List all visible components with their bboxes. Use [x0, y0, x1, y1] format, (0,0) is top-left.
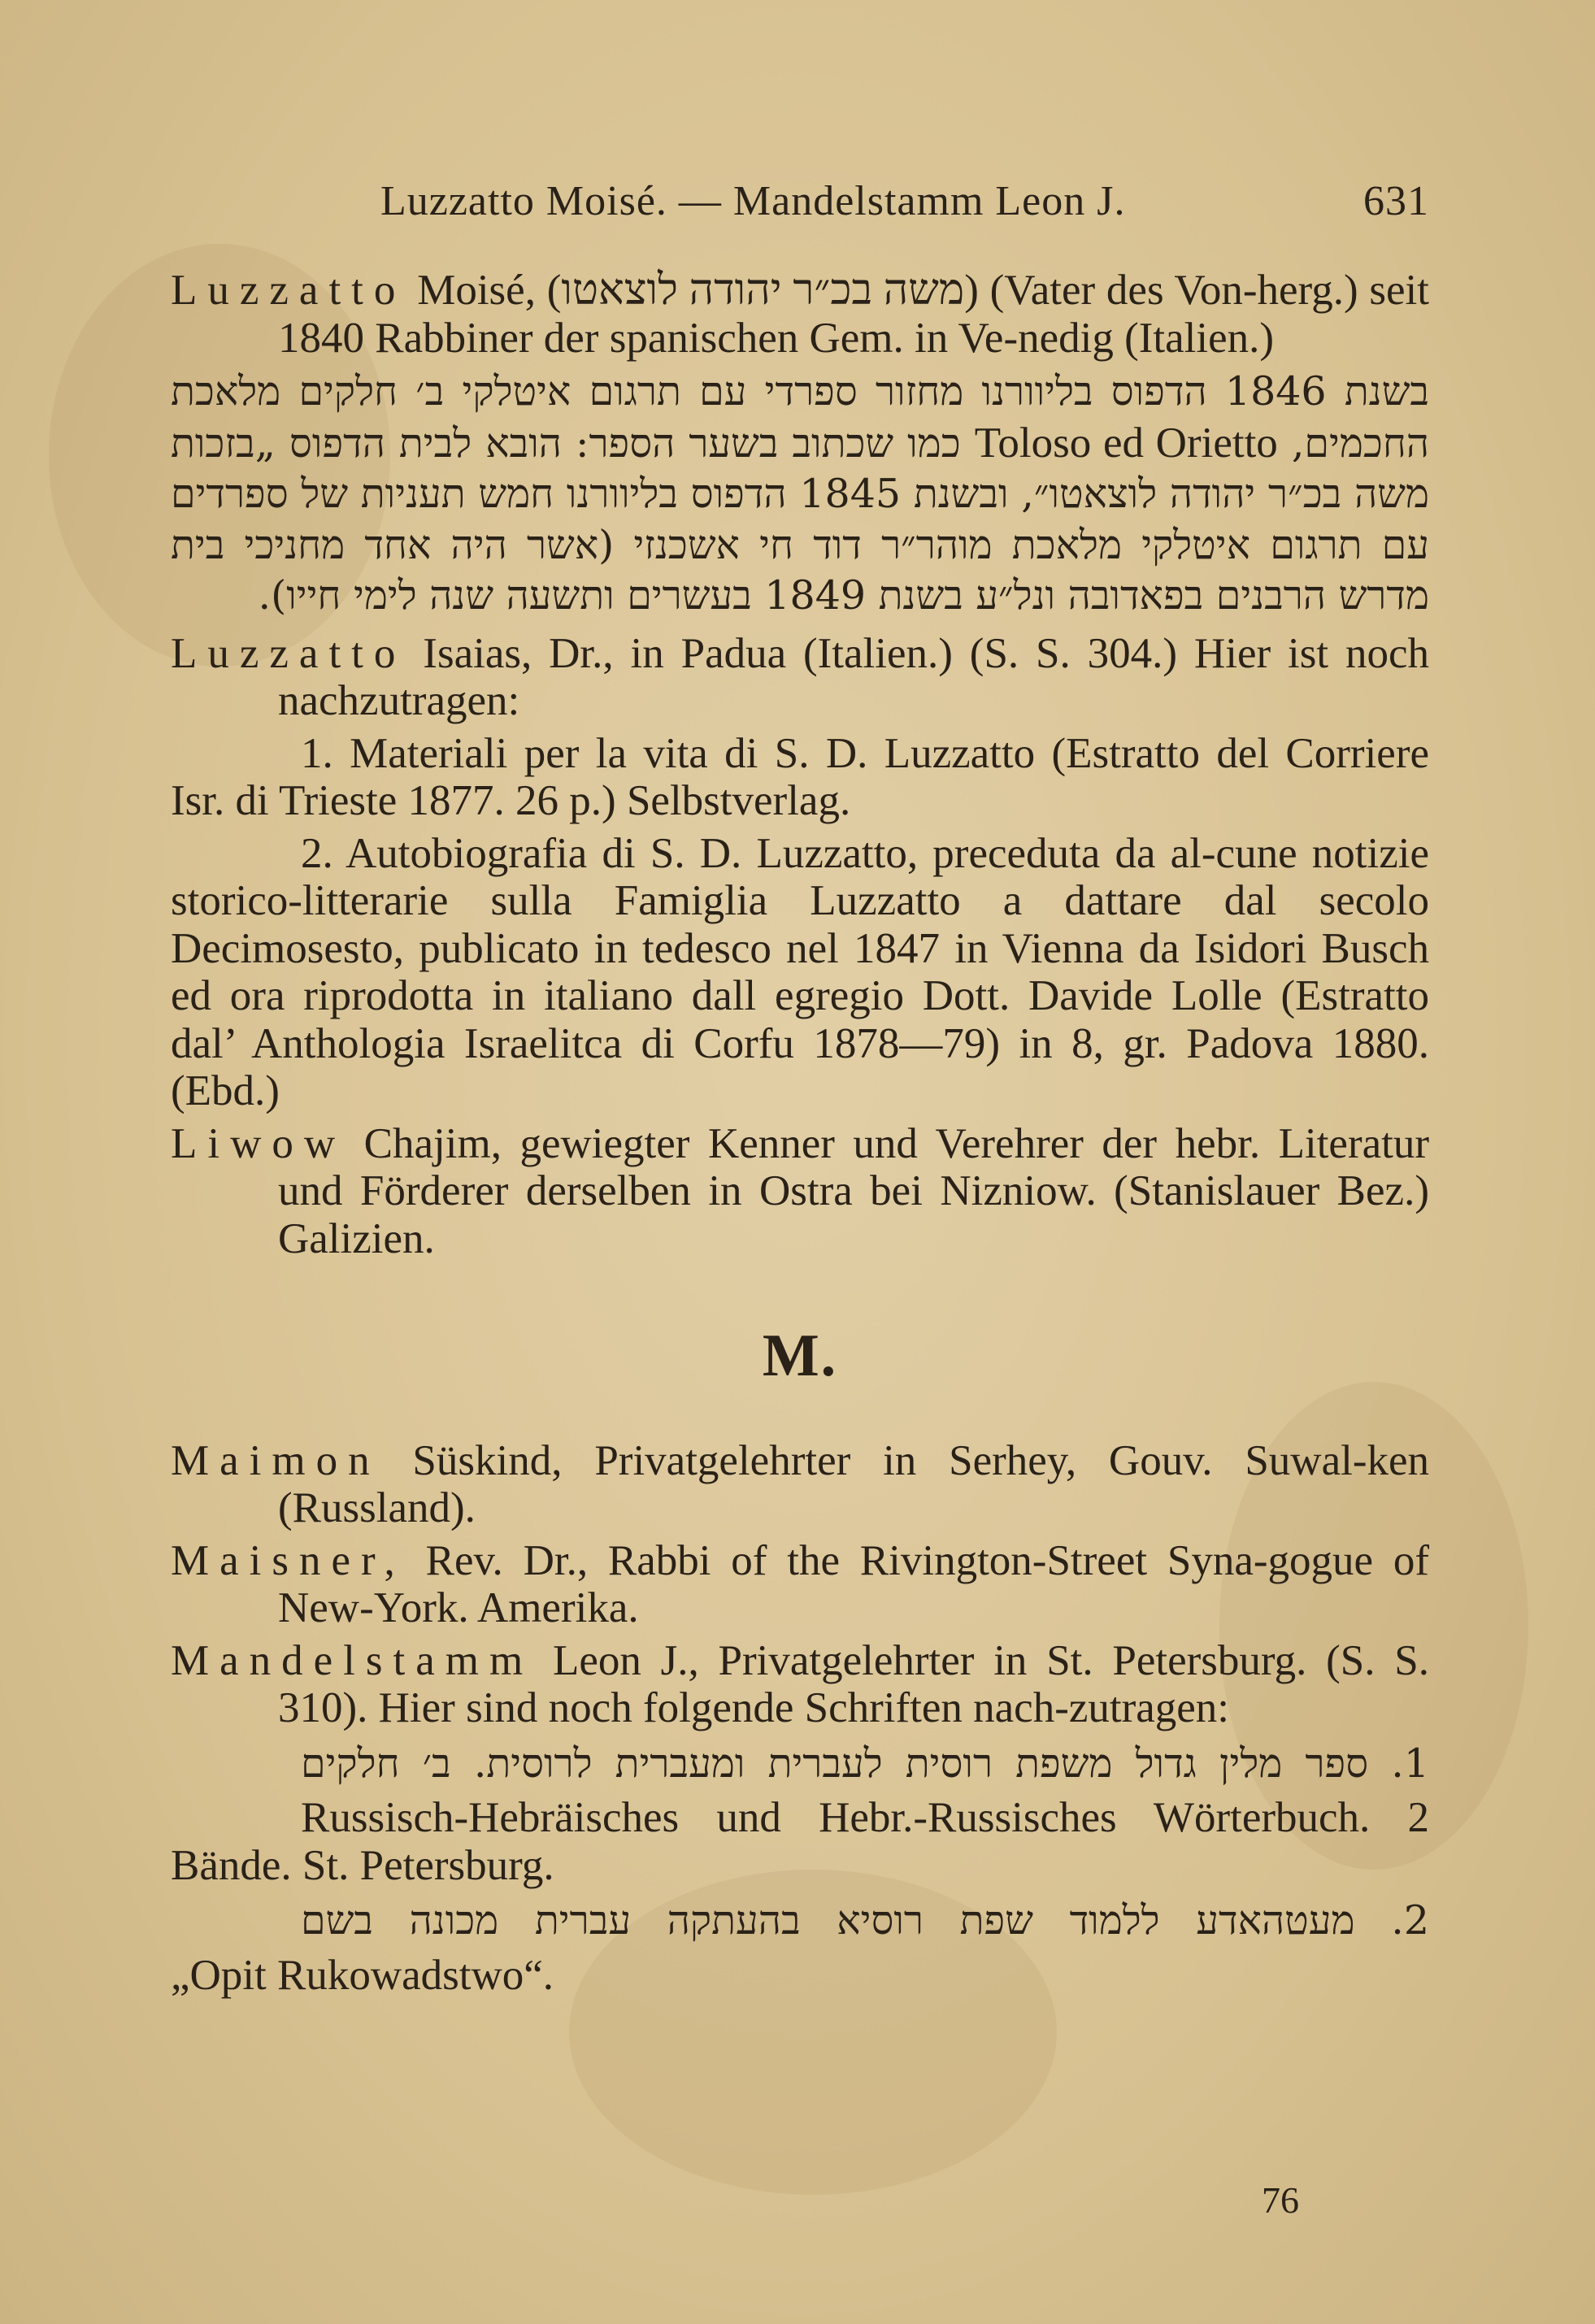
list-item: „Opit Rukowadstwo“. — [171, 1951, 554, 1999]
entry-name: Mandelstamm — [171, 1636, 534, 1684]
running-title: Luzzatto Moisé. — Mandelstamm Leon J. — [380, 178, 1126, 224]
list-item: 2. Autobiografia di S. D. Luzzatto, preceduta da al-cune notizie storico-litterarie sulla Famiglia Luzzatto a dattare dal secolo Decimosesto, publicato in tedesco nel 1847 in Vienna da Isidori Busch ed ora riprodotta in italiano dall egregio Dott. Davide Lolle (Estratto dal’ Anthologia Israelitca di Corfu 1878—79) in 8, gr. Padova 1880. (Ebd.) — [171, 829, 1429, 1114]
hebrew-text: כמו שכתוב בשער הספר: הובא לבית הדפוס „בזכות משה בכ״ר יהודה לוצאטו״, ובשנת 1845 הדפוס בליוורנו חמש תעניות של ספרדים עם תרגום איטלקי מלאכת מוהר״ר דוד חי אשכנזי (אשר היה אחד מחניכי בית מדרש הרבנים בפאדובה ונל״ע בשנת 1849 בעשרים ותשעה שנה לימי חייו). — [171, 419, 1429, 619]
hebrew-text: בשנת 1846 הדפוס בליוורנו מחזור ספרדי עם תרגום איטלקי ב׳ חלקים מלאכת החכמים, — [171, 368, 1430, 467]
entry-name: Liwow — [171, 1119, 346, 1167]
list-item: 1. Materiali per la vita di S. D. Luzzatto (Estratto del Corriere Isr. di Trieste 1877. 26 p.) Selbstverlag. — [171, 729, 1429, 824]
section-letter: M. — [762, 1323, 838, 1389]
hebrew-list-item: 1. ספר מלין גדול משפת רוסית לעברית ומעברית לרוסית. ב׳ חלקים — [301, 1740, 1429, 1787]
page-body — [171, 267, 1429, 2004]
entry-text: Isaias, Dr., in Padua (Italien.) (S. S. 304.) Hier ist noch nachzutragen: — [278, 629, 1429, 724]
entry-luzzatto-isaias — [171, 630, 1429, 725]
list-item: Russisch-Hebräisches und Hebr.-Russisches Wörterbuch. 2 Bände. St. Petersburg. — [171, 1794, 1429, 1889]
running-header — [380, 177, 1429, 225]
latin-title: Toloso ed Orietto — [974, 419, 1278, 467]
entry-maisner — [171, 1537, 1429, 1632]
entry-maimon — [171, 1437, 1429, 1532]
entry-name: Maisner, — [171, 1536, 406, 1584]
entry-text: Rev. Dr., Rabbi of the Rivington-Street Syna-gogue of New-York. Amerika. — [278, 1536, 1429, 1631]
signature-mark: 76 — [1262, 2179, 1299, 2221]
hebrew-paragraph — [171, 367, 1429, 622]
entry-text: Chajim, gewiegter Kenner und Verehrer der hebr. Literatur und Förderer derselben in Ostra bei Nizniow. (Stanislauer Bez.) Galizien. — [278, 1119, 1429, 1262]
entry-text: Moisé, (משה בכ״ר יהודה לוצאטו) (Vater des Von-herg.) seit 1840 Rabbiner der spanischen Gem. in Ve-nedig (Italien.) — [278, 267, 1429, 362]
hebrew-list-item: 2. מעטהאדע ללמוד שפת רוסיא בהעתקה עברית מכונה בשם — [301, 1897, 1429, 1944]
entry-text: Leon J., Privatgelehrter in St. Petersburg. (S. S. 310). Hier sind noch folgende Schriften nach-zutragen: — [278, 1636, 1429, 1731]
entry-liwow — [171, 1120, 1429, 1263]
entry-name: Luzzatto — [171, 267, 406, 314]
page-number: 631 — [1363, 178, 1429, 224]
entry-name: Luzzatto — [171, 629, 406, 677]
entry-luzzatto-moise — [171, 267, 1429, 362]
entry-text: Süskind, Privatgelehrter in Serhey, Gouv. Suwal-ken (Russland). — [278, 1436, 1429, 1531]
entry-name: Maimon — [171, 1436, 380, 1484]
entry-mandelstamm — [171, 1637, 1429, 1732]
